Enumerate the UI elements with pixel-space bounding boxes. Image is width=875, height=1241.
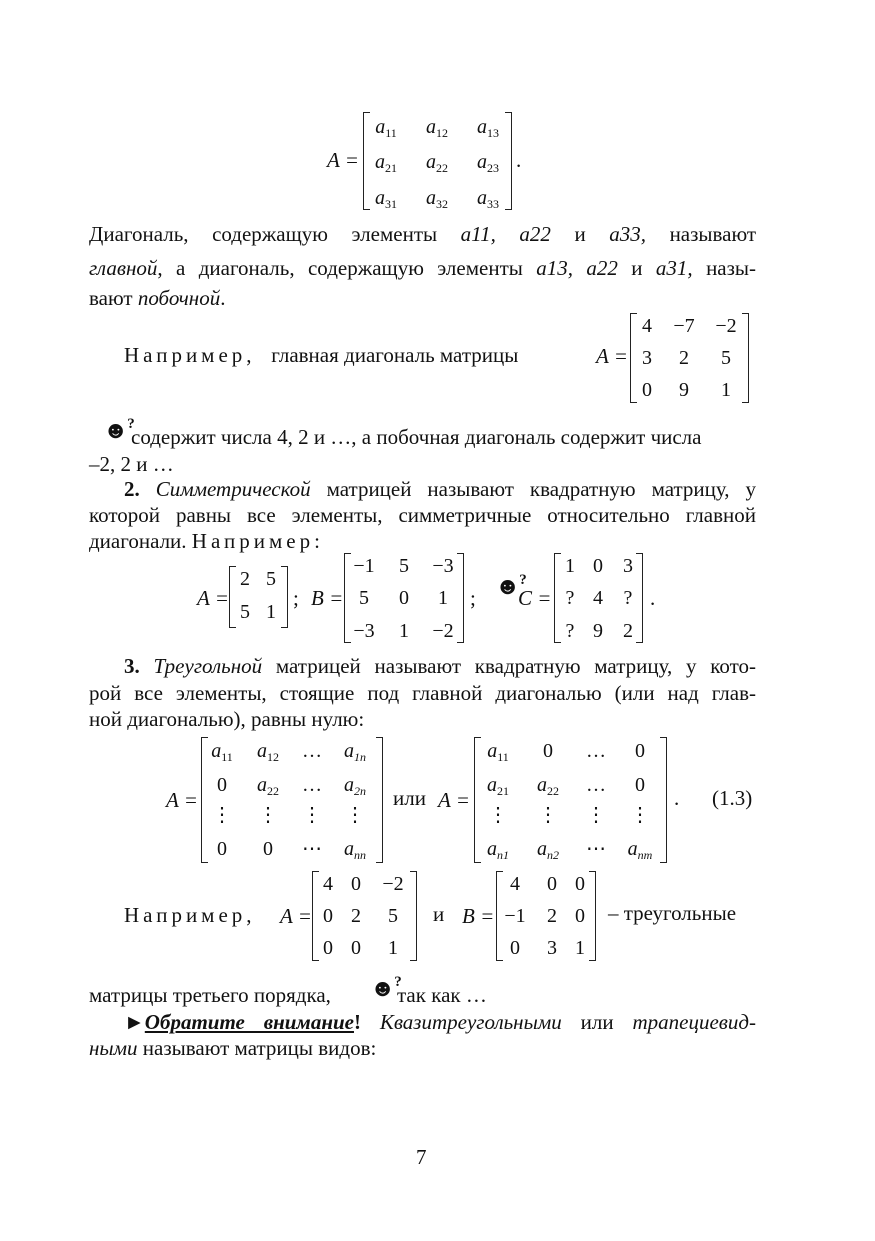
matrix-cell: 5	[266, 568, 276, 590]
matrix-cell: $a_{n2}$	[537, 838, 559, 862]
matrix-cell: 0	[547, 873, 557, 895]
matrix-cell: $a_{11}$	[211, 740, 233, 764]
period: .	[516, 148, 522, 172]
matrix-cell: 2	[679, 347, 689, 369]
matrix-cell: −1	[504, 905, 526, 927]
matrix-cell: 0	[217, 774, 227, 796]
matrix-cell: ⋮	[258, 804, 278, 826]
and-word: и	[433, 902, 445, 926]
matrix-cell: ⋮	[630, 804, 650, 826]
matrix-cell: −3	[353, 620, 375, 642]
matrix-cell: −2	[432, 620, 454, 642]
matrix-cell: $a_{12}$	[426, 116, 448, 140]
matrix-cell: 5	[359, 587, 369, 609]
separator: ;	[293, 586, 299, 610]
matrix-label: A =	[327, 148, 359, 172]
matrix-cell: −2	[382, 873, 404, 895]
matrix-cell: 5	[240, 601, 250, 623]
section2-line1: 2. Симметрической матрицей называют квадратную матрицу, у	[124, 477, 756, 501]
matrix-cell: 1	[388, 937, 398, 959]
matrix-cell: 0	[635, 774, 645, 796]
matrix-cell: 2	[547, 905, 557, 927]
matrix-cell: 3	[642, 347, 652, 369]
matrix-cell: 4	[323, 873, 333, 895]
matrix-cell: −2	[715, 315, 737, 337]
matrix-cell: 0	[575, 873, 585, 895]
matrix-cell: ⋮	[212, 804, 232, 826]
matrix-cell: −1	[353, 555, 375, 577]
separator: ;	[470, 586, 476, 610]
matrix-cell: $a_{nn}$	[344, 838, 366, 862]
matrix-cell: $a_{33}$	[477, 187, 499, 211]
matrix-label: B =	[311, 586, 344, 610]
matrix-label: B =	[462, 904, 495, 928]
matrix-cell: 2	[240, 568, 250, 590]
matrix-cell: $a_{n1}$	[487, 838, 509, 862]
matrix-cell: ⋮	[488, 804, 508, 826]
matrix-cell: 0	[510, 937, 520, 959]
matrix-cell: 1	[575, 937, 585, 959]
matrix-cell: ⋮	[302, 804, 322, 826]
matrix-cell: …	[586, 774, 606, 796]
thinking-person-icon: ☻?	[495, 572, 527, 600]
para1-line1: Диагональ, содержащую элементы a11, a22 и a33, называют	[89, 222, 757, 246]
matrix-cell: $a_{13}$	[477, 116, 499, 140]
example1-cont2: –2, 2 и …	[89, 452, 174, 476]
matrix-cell: ?	[565, 620, 575, 642]
equation-number: (1.3)	[712, 786, 753, 810]
matrix-cell: 2	[351, 905, 361, 927]
matrix-cell: $a_{1n}$	[344, 740, 366, 764]
matrix-cell: ?	[623, 587, 633, 609]
matrix-cell: −7	[673, 315, 695, 337]
matrix-cell: 0	[323, 937, 333, 959]
matrix-cell: −3	[432, 555, 454, 577]
matrix-cell: ⋮	[586, 804, 606, 826]
matrix-label: A =	[596, 344, 628, 368]
matrix-cell: 0	[399, 587, 409, 609]
matrix-cell: ⋯	[586, 838, 606, 860]
matrix-cell: 9	[593, 620, 603, 642]
matrix-cell: 4	[593, 587, 603, 609]
matrix-cell: 1	[565, 555, 575, 577]
matrix-cell: $a_{21}$	[375, 151, 397, 175]
matrix-cell: 1	[721, 379, 731, 401]
attention-line1: ►Обратите внимание! Квазитреугольными или трапециевид-	[124, 1010, 757, 1034]
matrix-cell: $a_{22}$	[257, 774, 279, 798]
matrix-cell: $a_{11}$	[487, 740, 509, 764]
matrix-label: A =	[438, 788, 470, 812]
matrix-cell: $a_{21}$	[487, 774, 509, 798]
matrix-cell: 5	[388, 905, 398, 927]
matrix-label: C =	[518, 586, 552, 610]
matrix-cell: ⋮	[538, 804, 558, 826]
section3-line1: 3. Треугольной матрицей называют квадратную матрицу, у кото-	[124, 654, 757, 678]
matrix-cell: 0	[217, 838, 227, 860]
thinking-person-icon: ☻?	[103, 416, 135, 444]
matrix-cell: …	[302, 774, 322, 796]
matrix-cell: $a_{2n}$	[344, 774, 366, 798]
matrix-cell: ?	[565, 587, 575, 609]
matrix-cell: 0	[593, 555, 603, 577]
matrix-cell: $a_{32}$	[426, 187, 448, 211]
matrix-cell: …	[586, 740, 606, 762]
matrix-cell: 4	[510, 873, 520, 895]
matrix-cell: $a_{22}$	[426, 151, 448, 175]
page-number: 7	[416, 1145, 427, 1169]
section3-line2: рой все элементы, стоящие под главной диагональю (или над глав-	[89, 681, 756, 705]
para1-line3: вают побочной.	[89, 286, 226, 310]
matrix-cell: 1	[399, 620, 409, 642]
matrix-cell: 0	[543, 740, 553, 762]
matrix-cell: ⋯	[302, 838, 322, 860]
matrix-cell: 3	[547, 937, 557, 959]
section3-line3: ной диагональю), равны нулю:	[89, 707, 365, 731]
matrix-cell: $a_{23}$	[477, 151, 499, 175]
matrix-cell: 0	[351, 873, 361, 895]
matrix-cell: $a_{11}$	[375, 116, 397, 140]
example3-line2: матрицы третьего порядка,	[89, 983, 331, 1007]
matrix-cell: $a_{31}$	[375, 187, 397, 211]
example1-text: Например, главная диагональ матрицы	[124, 343, 519, 367]
matrix-cell: 0	[351, 937, 361, 959]
matrix-cell: 9	[679, 379, 689, 401]
example3-tail: – треугольные	[608, 901, 737, 925]
matrix-cell: 1	[266, 601, 276, 623]
matrix-label: A =	[166, 788, 198, 812]
matrix-label: A =	[280, 904, 312, 928]
attention-line2: ными называют матрицы видов:	[89, 1036, 377, 1060]
matrix-label: A =	[197, 586, 229, 610]
matrix-cell: 4	[642, 315, 652, 337]
example3-line2b: так как …	[397, 983, 487, 1007]
matrix-cell: 0	[635, 740, 645, 762]
matrix-cell: 3	[623, 555, 633, 577]
matrix-cell: …	[302, 740, 322, 762]
or-word: или	[393, 786, 426, 810]
matrix-cell: 5	[399, 555, 409, 577]
para1-line2: главной, а диагональ, содержащую элементы a13, a22 и a31, назы-	[89, 256, 757, 280]
section2-line3: диагонали. Например:	[89, 529, 324, 553]
matrix-cell: 0	[263, 838, 273, 860]
section2-line2: которой равны все элементы, симметричные относительно главной	[89, 503, 756, 527]
period: .	[674, 786, 680, 810]
matrix-cell: 5	[721, 347, 731, 369]
matrix-cell: 0	[575, 905, 585, 927]
matrix-cell: 2	[623, 620, 633, 642]
example1-cont1: содержит числа 4, 2 и …, а побочная диагональ содержит числа	[131, 425, 702, 449]
matrix-cell: ⋮	[345, 804, 365, 826]
matrix-cell: $a_{12}$	[257, 740, 279, 764]
matrix-cell: $a_{nm}$	[627, 838, 653, 862]
matrix-cell: 1	[438, 587, 448, 609]
matrix-cell: 0	[642, 379, 652, 401]
example3-lead: Например,	[124, 903, 256, 927]
thinking-person-icon: ☻?	[370, 974, 402, 1002]
matrix-cell: 0	[323, 905, 333, 927]
matrix-cell: $a_{22}$	[537, 774, 559, 798]
period: .	[650, 586, 656, 610]
